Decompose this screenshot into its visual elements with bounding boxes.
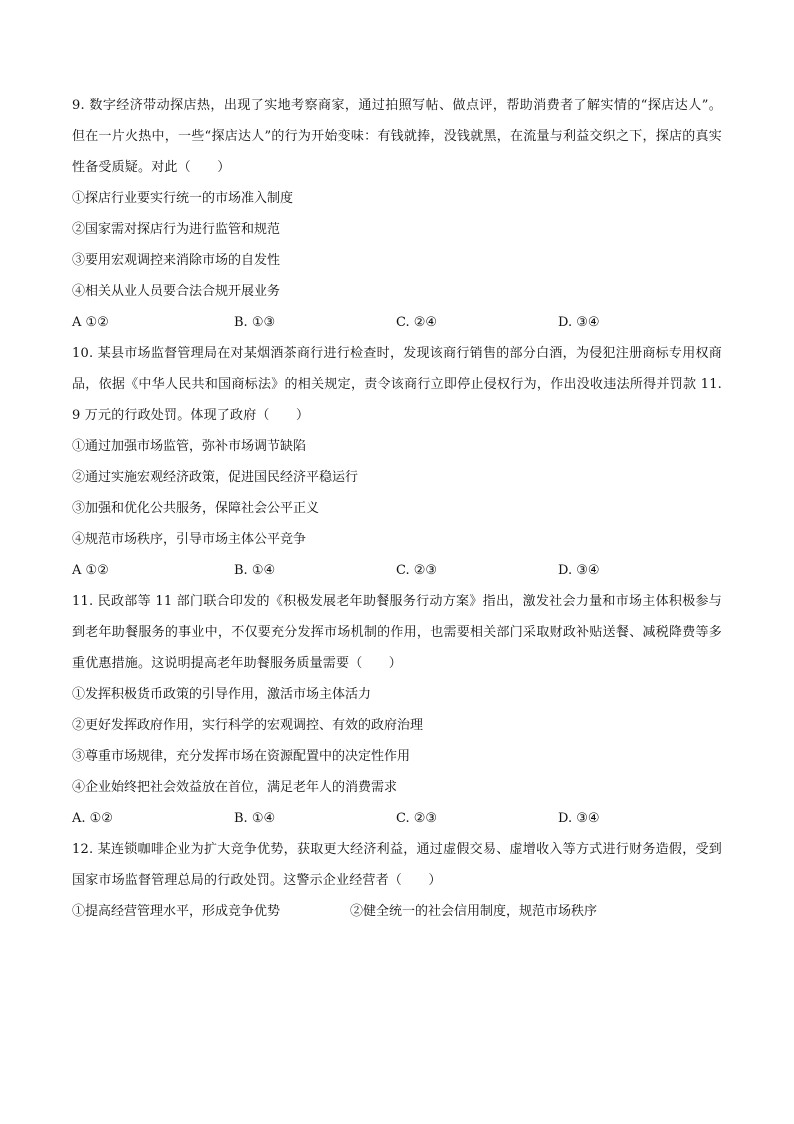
choice-b: B. ①③ <box>234 315 276 330</box>
option-3: ③加强和优化公共服务，保障社会公平正义 <box>72 501 320 516</box>
option-3: ③要用宏观调控来消除市场的自发性 <box>72 253 281 268</box>
options-row <box>72 896 722 927</box>
option-3: ③尊重市场规律，充分发挥市场在资源配置中的决定性作用 <box>72 749 411 764</box>
choice-a: A ①② <box>72 315 109 330</box>
option-4: ④企业始终把社会效益放在首位，满足老年人的消费需求 <box>72 780 398 795</box>
option-4: ④规范市场秩序，引导市场主体公平竞争 <box>72 532 307 547</box>
choice-b: B. ①④ <box>234 811 276 826</box>
choice-d: D. ③④ <box>558 315 600 330</box>
choice-a: A ①② <box>72 563 109 578</box>
answer-choices <box>72 803 722 834</box>
option-2: ②更好发挥政府作用，实行科学的宏观调控、有效的政府治理 <box>72 718 424 733</box>
question-stem: 12. 某连锁咖啡企业为扩大竞争优势，获取更大经济利益，通过虚假交易、虚增收入等方式进行财务造假，受到国家市场监督管理总局的行政处罚。这警示企业经营者（ ） <box>72 842 722 888</box>
option-1: ①提高经营管理水平，形成竞争优势 <box>72 904 281 919</box>
option-2: ②健全统一的社会信用制度，规范市场秩序 <box>350 904 598 919</box>
option-1: ①通过加强市场监管，弥补市场调节缺陷 <box>72 439 307 454</box>
option-1: ①发挥积极货币政策的引导作用，激活市场主体活力 <box>72 687 372 702</box>
question-stem: 11. 民政部等 11 部门联合印发的《积极发展老年助餐服务行动方案》指出，激发社会力量和市场主体积极参与到老年助餐服务的事业中，不仅要充分发挥市场机制的作用，也需要相关部门采取财政补贴送餐、减税降费等多重优惠措施。这说明提高老年助餐服务质量需要（ ） <box>72 594 722 671</box>
answer-choices <box>72 307 722 338</box>
question-stem: 10. 某县市场监督管理局在对某烟酒茶商行进行检查时，发现该商行销售的部分白酒，为侵犯注册商标专用权商品，依据《中华人民共和国商标法》的相关规定，责令该商行立即停止侵权行为，作出没收违法所得并罚款 11. 9 万元的行政处罚。体现了政府（ ） <box>72 346 722 423</box>
choice-a: A. ①② <box>72 811 113 826</box>
question-stem: 9. 数字经济带动探店热，出现了实地考察商家，通过拍照写帖、做点评，帮助消费者了解实情的“探店达人”。但在一片火热中，一些“探店达人”的行为开始变味：有钱就捧，没钱就黑，在流量与利益交织之下，探店的真实性备受质疑。对此（ ） <box>72 98 722 175</box>
question-9 <box>72 90 722 338</box>
question-10 <box>72 338 722 586</box>
answer-choices <box>72 555 722 586</box>
choice-c: C. ②③ <box>396 563 438 578</box>
choice-d: D. ③④ <box>558 811 600 826</box>
exam-page <box>72 90 722 927</box>
choice-d: D. ③④ <box>558 563 600 578</box>
question-11 <box>72 586 722 834</box>
option-2: ②通过实施宏观经济政策，促进国民经济平稳运行 <box>72 470 359 485</box>
option-2: ②国家需对探店行为进行监管和规范 <box>72 222 281 237</box>
choice-c: C. ②③ <box>396 811 438 826</box>
question-12 <box>72 834 722 927</box>
option-1: ①探店行业要实行统一的市场准入制度 <box>72 191 294 206</box>
choice-c: C. ②④ <box>396 315 438 330</box>
option-4: ④相关从业人员要合法合规开展业务 <box>72 284 281 299</box>
choice-b: B. ①④ <box>234 563 276 578</box>
